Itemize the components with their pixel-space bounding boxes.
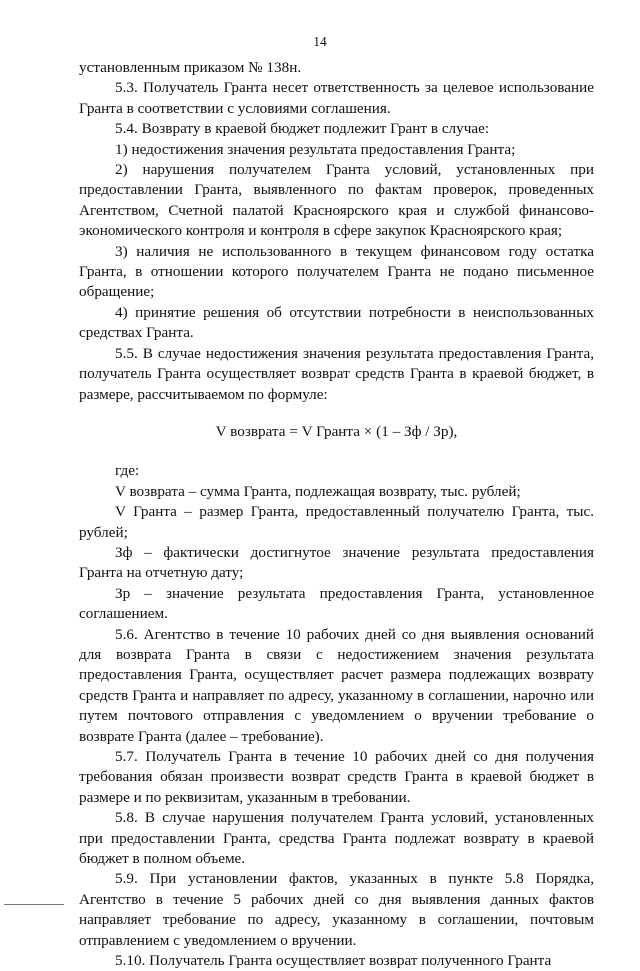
paragraph: V возврата – сумма Гранта, подлежащая возврату, тыс. рублей; [115,482,521,500]
paragraph: 5.8. В случае нарушения получателем Гранта условий, установленных при предоставлении Гранта, средства Гранта подлежат возврату в краевой бюджет в полном объеме. [79,809,594,868]
paragraph: 2) нарушения получателем Гранта условий, установленных при предоставлении Гранта, выявленного по фактам проверок, проведенных Агентством, Счетной палатой Красноярского края и службой финансово-экономического контроля и контроля в сфере закупок Красноярского края; [79,161,594,240]
paragraph: 5.6. Агентство в течение 10 рабочих дней со дня выявления оснований для возврата Гранта в связи с недостижением значения результата предоставления Гранта, осуществляет расчет размера подлежащих возврату средств Гранта и направляет по адресу, указанному в соглашении, нарочно или путем почтового отправления с уведомлением о вручении требование о возврате Гранта (далее – требование). [79,625,594,745]
paragraph: установленным приказом № 138н. [79,59,302,76]
paragraph: 4) принятие решения об отсутствии потребности в неиспользованных средствах Гранта. [79,303,594,342]
page-number: 14 [313,34,327,49]
paragraph: 5.3. Получатель Гранта несет ответственность за целевое использование Гранта в соответствии с условиями соглашения. [79,79,594,117]
paragraph: где: [115,462,140,480]
paragraph: V Гранта – размер Гранта, предоставленный получателю Гранта, тыс. рублей; [79,503,594,541]
document-body [79,58,594,971]
paragraph: Зф – фактически достигнутое значение результата предоставления Гранта на отчетную дату; [79,543,594,582]
paragraph: 5.4. Возврату в краевой бюджет подлежит Грант в случае: [115,120,490,138]
paragraph: 5.5. В случае недостижения значения результата предоставления Гранта, получатель Гранта осуществляет возврат средств Гранта в краевой бюджет, в размере, рассчитываемом по формуле: [79,344,594,403]
paragraph: 5.7. Получатель Гранта в течение 10 рабочих дней со дня получения требования обязан произвести возврат средств Гранта в краевой бюджет в размере и по реквизитам, указанным в требовании. [79,748,594,806]
paragraph: 1) недостижения значения результата предоставления Гранта; [115,140,516,158]
paragraph: 5.9. При установлении фактов, указанных в пункте 5.8 Порядка, Агентство в течение 5 рабочих дней со дня выявления данных фактов направляет требование по адресу, указанному в соглашении, почтовым отправлением с уведомлением о вручении. [79,870,594,949]
scan-bottom-edge [0,896,640,913]
formula: V возврата = V Гранта × (1 – Зф / Зр), [215,422,458,440]
paragraph: 5.10. Получатель Гранта осуществляет возврат полученного Гранта [115,952,552,970]
paragraph: Зр – значение результата предоставления Гранта, установленное соглашением. [79,584,594,623]
paragraph: 3) наличия не использованного в текущем финансовом году остатка Гранта, в отношении которого получателем Гранта не подано письменное обращение; [79,242,594,301]
